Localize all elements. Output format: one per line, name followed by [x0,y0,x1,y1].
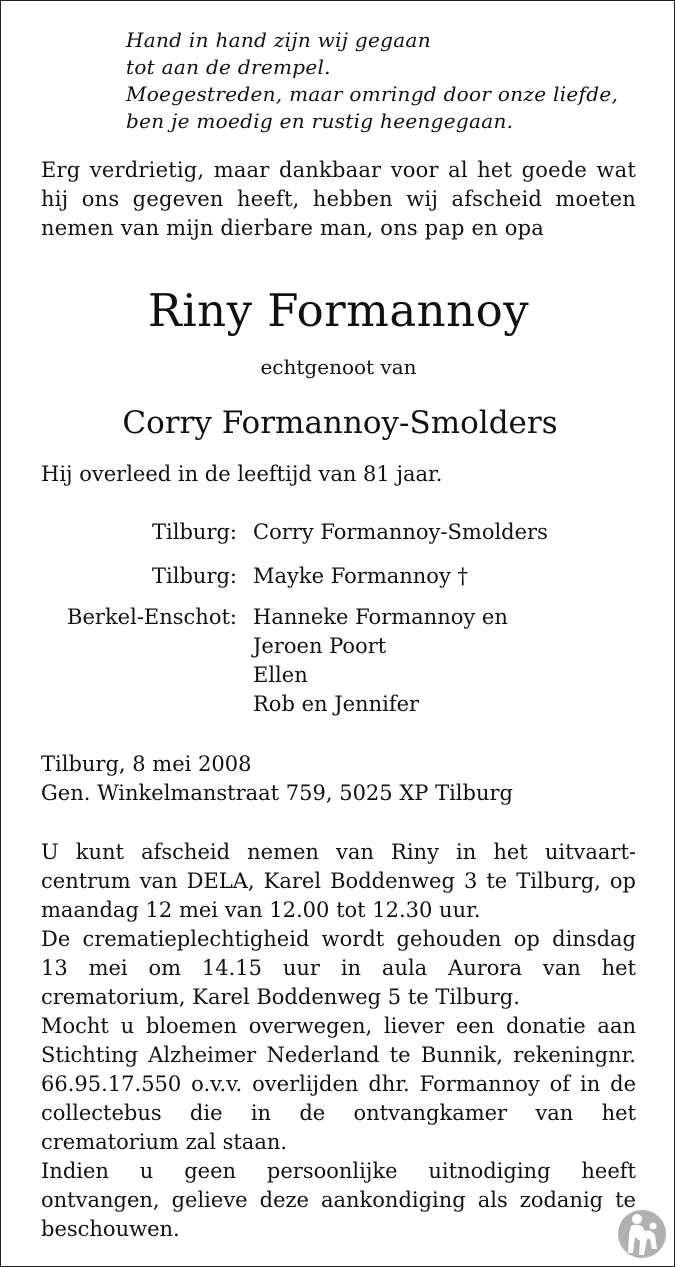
poem-line: Moegestreden, maar omringd door onze liefde, [126,82,619,106]
info-paragraph: De crematieplechtigheid wordt gehouden op dinsdag 13 mei om 14.15 uur in aula Aurora van het crematorium, Karel Boddenweg 5 te Tilburg. [41,927,636,1009]
family-name: Rob en Jennifer [253,692,420,716]
poem-line: Hand in hand zijn wij gegaan [126,28,431,52]
intro-text: Erg verdrietig, maar dankbaar voor al het goede wat hij ons gegeven heeft, hebben wij afscheid moeten nemen van mijn dierbare man, ons pap en opa [41,158,636,240]
family-name: Jeroen Poort [253,634,387,658]
info-paragraph: Indien u geen persoonlijke uitnodiging heeft ontvangen, gelieve deze aankondiging als zodanig te beschouwen. [41,1159,636,1241]
info-paragraph: U kunt afscheid nemen van Riny in het uitvaart-centrum van DELA, Karel Boddenweg 3 te Tilburg, op maandag 12 mei van 12.00 tot 12.30 uur. [41,840,636,922]
poem-line: ben je moedig en rustig heengegaan. [126,109,514,133]
family-row [1,518,675,547]
family-names [253,603,508,719]
spouse-label: echtgenoot van [260,355,417,379]
family-names [253,562,468,591]
poem [126,27,618,135]
family-name: Hanneke Formannoy en [253,605,508,629]
address: Gen. Winkelmanstraat 759, 5025 XP Tilburg [41,781,513,805]
family-name: Ellen [253,663,308,687]
dela-logo-icon [617,1209,667,1259]
family-name: Mayke Formannoy † [253,564,468,588]
family-row [1,562,675,591]
age-text: Hij overleed in de leeftijd van 81 jaar. [41,462,443,486]
family-names [253,518,548,547]
place-date-block [41,750,513,808]
family-place: Berkel-Enschot: [67,605,237,629]
family-place: Tilburg: [152,520,237,544]
ceremony-info [41,838,636,1244]
place-date: Tilburg, 8 mei 2008 [41,752,252,776]
spouse-name: Corry Formannoy-Smolders [122,405,558,441]
family-place: Tilburg: [152,564,237,588]
family-name: Corry Formannoy-Smolders [253,520,548,544]
family-row [1,603,675,723]
deceased-name: Riny Formannoy [147,284,530,337]
poem-line: tot aan de drempel. [126,55,331,79]
info-paragraph: Mocht u bloemen overwegen, liever een donatie aan Stichting Alzheimer Nederland te Bunnik, rekeningnr. 66.95.17.550 o.v.v. overlijden dhr. Formannoy of in de collectebus die in de ontvangkamer van het crematorium zal staan. [41,1014,636,1154]
